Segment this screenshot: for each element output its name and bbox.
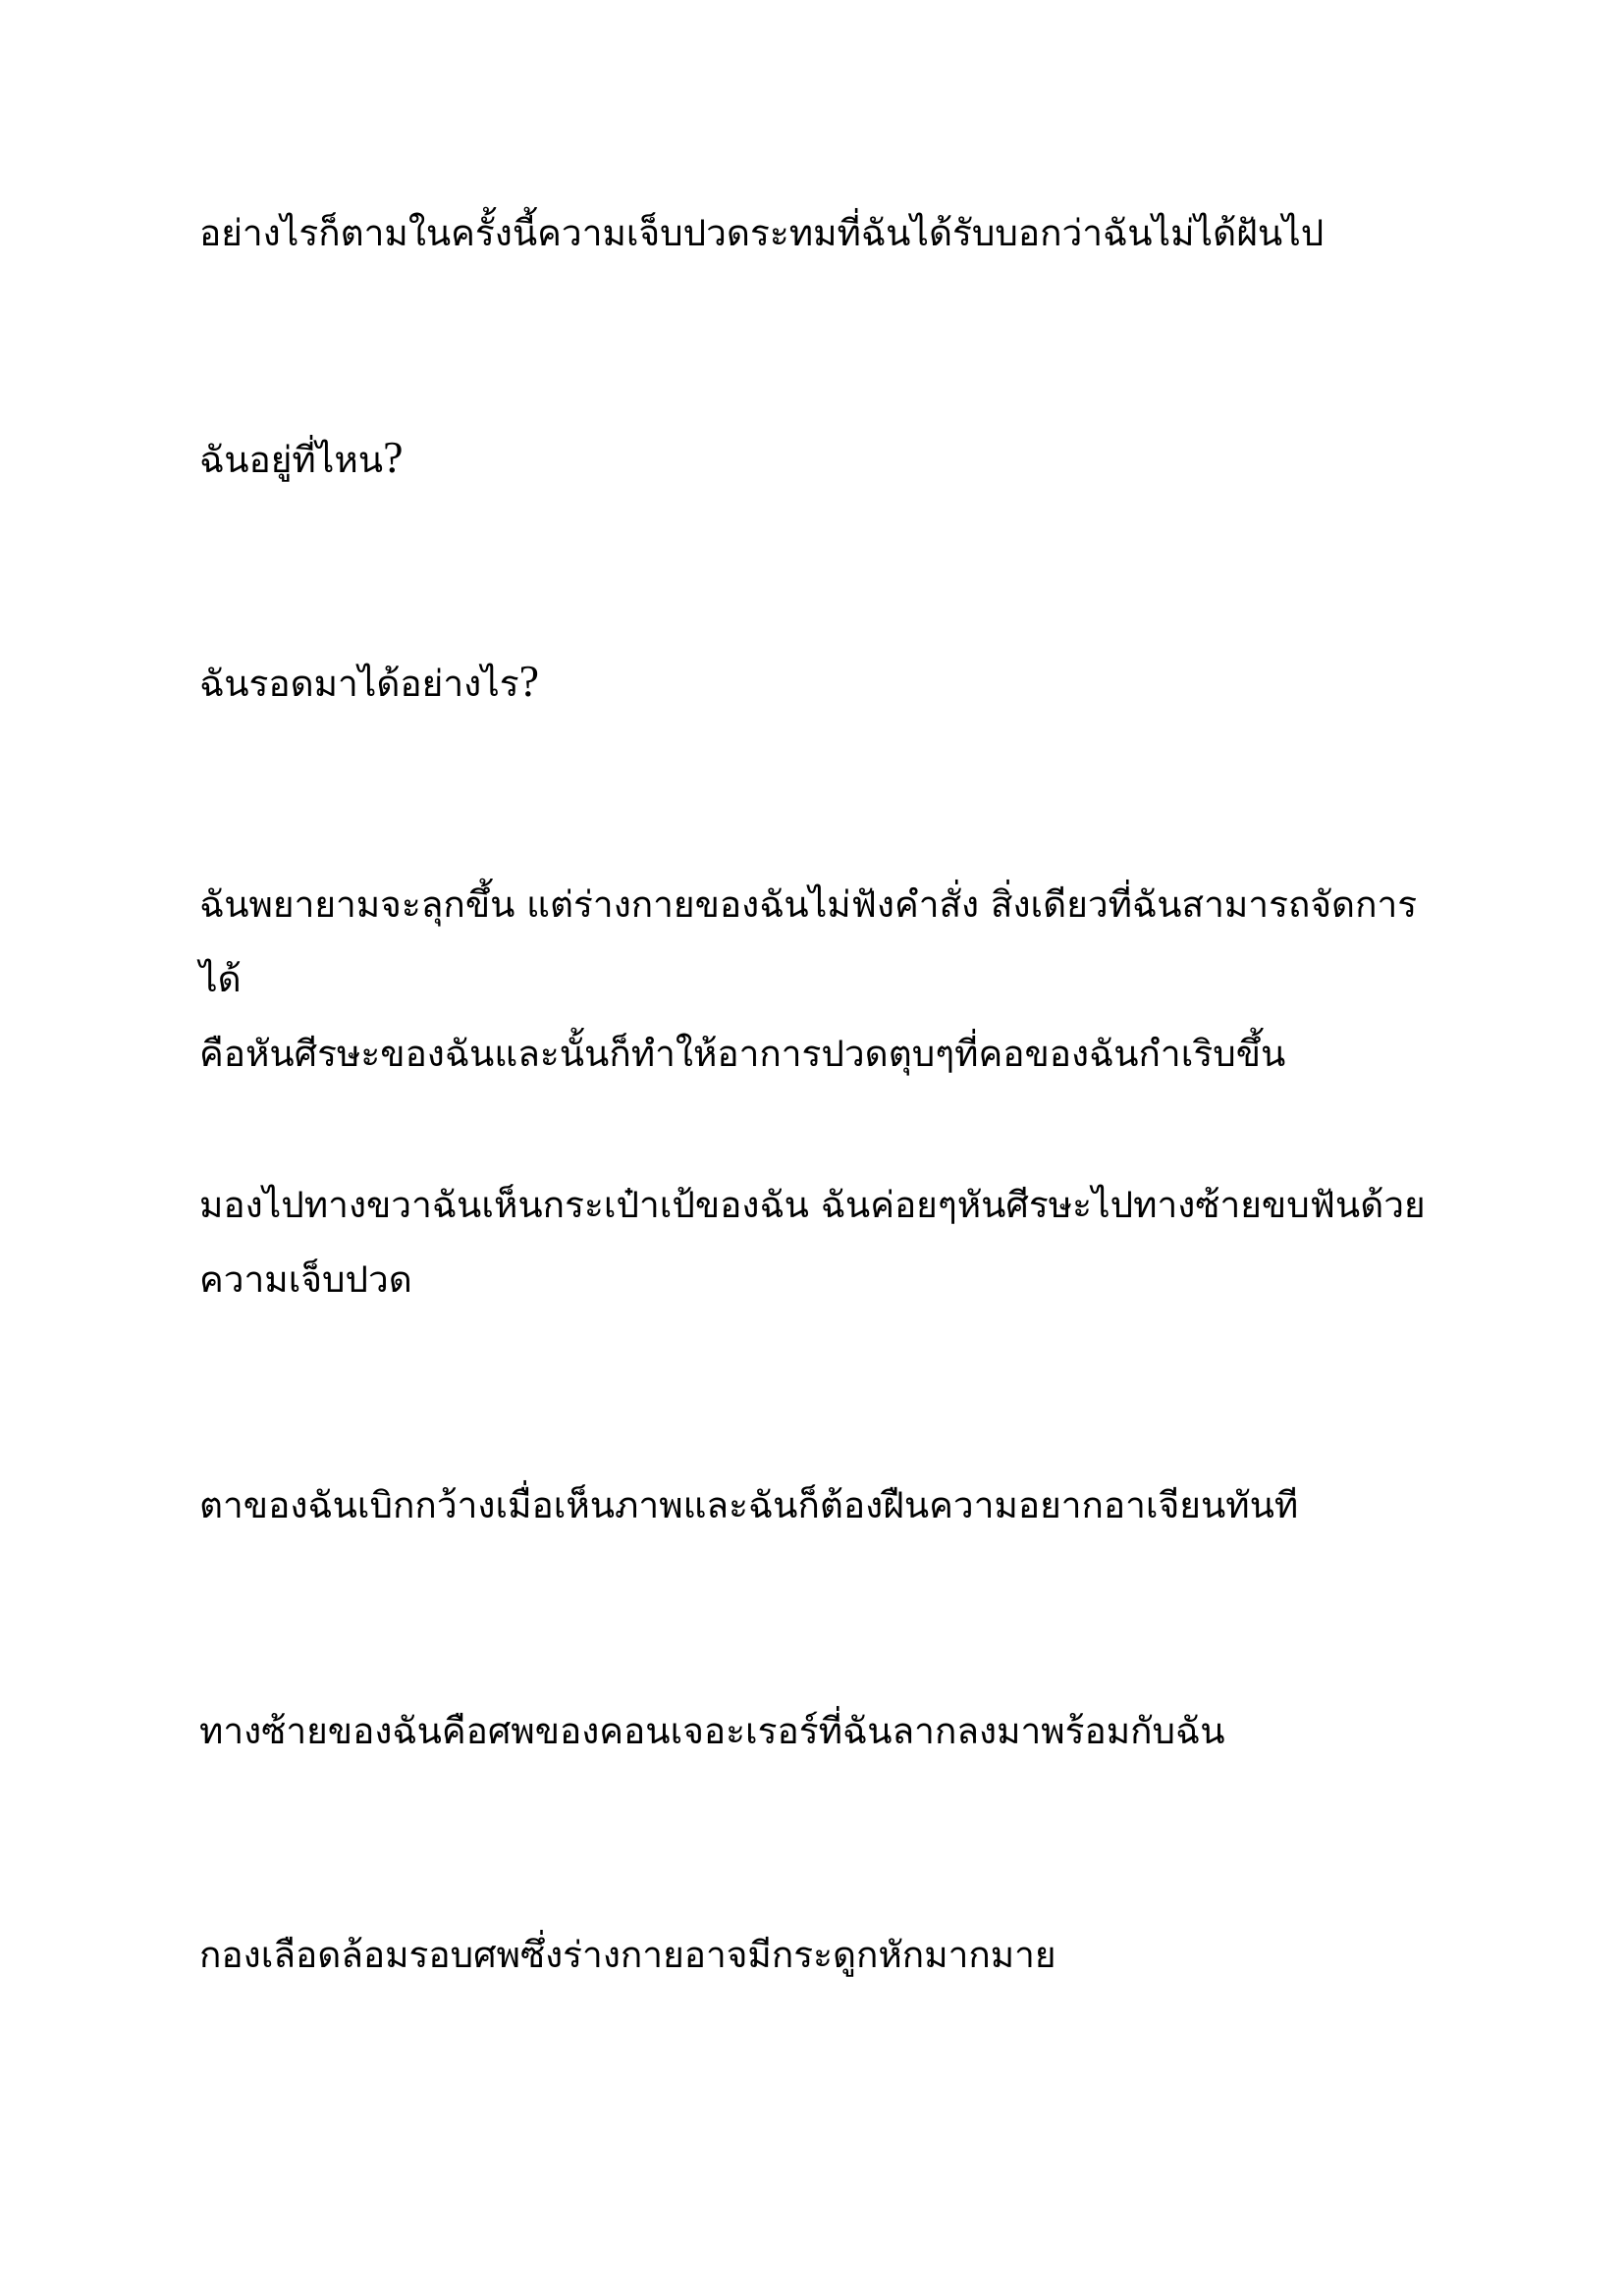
paragraph-5-line-1: มองไปทางขวาฉันเห็นกระเป๋าเป้ของฉัน ฉันค่อยๆหันศีรษะไปทางซ้ายขบฟันด้วย (199, 1184, 1426, 1226)
paragraph-6: ตาของฉันเบิกกว้างเมื่อเห็นภาพและฉันก็ต้องฝืนความอยากอาเจียนทันที (199, 1484, 1299, 1526)
question-mark: ? (383, 432, 404, 482)
paragraph-3 (199, 644, 1436, 721)
paragraph-4-line-2: คือหันศีรษะของฉันและนั้นก็ทำให้อาการปวดตุบๆที่คอของฉันกำเริบขึ้น (199, 1033, 1286, 1075)
paragraph-1: อย่างไรก็ตามในครั้งนี้ความเจ็บปวดระทมที่ฉันได้รับบอกว่าฉันไม่ได้ฝันไป (199, 212, 1325, 254)
paragraph-2 (199, 420, 1436, 498)
paragraph-4-line-1: ฉันพยายามจะลุกขึ้น แต่ร่างกายของฉันไม่ฟังคำสั่ง สิ่งเดียวที่ฉันสามารถจัดการได้ (199, 883, 1418, 1000)
paragraph-4 (199, 868, 1436, 1092)
paragraph-7: ทางซ้ายของฉันคือศพของคอนเจอะเรอร์ที่ฉันลากลงมาพร้อมกับฉัน (199, 1710, 1225, 1752)
question-mark: ? (518, 656, 540, 706)
paragraph-5-line-2: ความเจ็บปวด (199, 1258, 412, 1301)
paragraph-2-text: ฉันอยู่ที่ไหน (199, 439, 384, 481)
paragraph-8: กองเลือดล้อมรอบศพซึ่งร่างกายอาจมีกระดูกหักมากมาย (199, 1934, 1056, 1976)
paragraph-5 (199, 1168, 1436, 1317)
paragraph-3-text: ฉันรอดมาได้อย่างไร (199, 663, 519, 705)
